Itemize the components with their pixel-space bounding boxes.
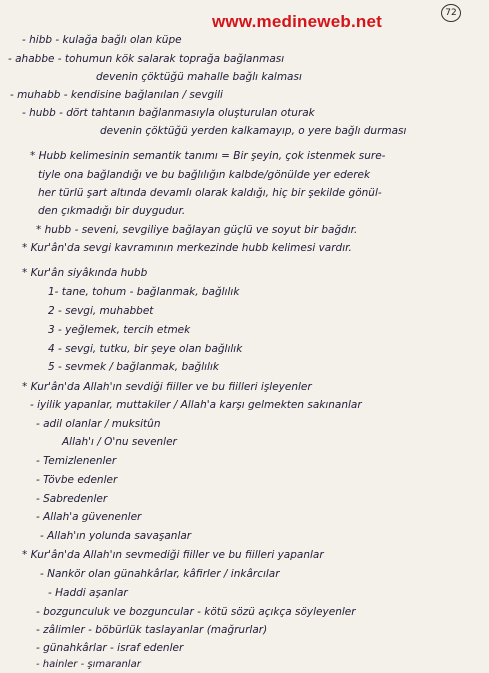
note-line: - günahkârlar - israf edenler xyxy=(36,642,184,654)
note-line: den çıkmadığı bir duygudur. xyxy=(38,205,186,217)
note-line: devenin çöktüğü yerden kalkamayıp, o yere bağlı durması xyxy=(100,125,407,137)
note-line: 1- tane, tohum - bağlanmak, bağlılık xyxy=(48,286,240,298)
note-line: * hubb - seveni, sevgiliye bağlayan güçlü ve soyut bir bağdır. xyxy=(36,224,358,236)
note-line: - hibb - kulağa bağlı olan küpe xyxy=(22,34,182,46)
note-line: - muhabb - kendisine bağlanılan / sevgili xyxy=(10,89,223,101)
note-line: * Kur'ân siyâkında hubb xyxy=(22,267,148,279)
note-line: - hubb - dört tahtanın bağlanmasıyla oluşturulan oturak xyxy=(22,107,315,119)
note-line: devenin çöktüğü mahalle bağlı kalması xyxy=(96,71,302,83)
site-watermark: www.medineweb.net xyxy=(212,12,382,31)
note-line: her türlü şart altında devamlı olarak kaldığı, hiç bir şekilde gönül- xyxy=(38,187,382,199)
note-line: tiyle ona bağlandığı ve bu bağlılığın kalbde/gönülde yer ederek xyxy=(38,169,371,181)
note-line: 5 - sevmek / bağlanmak, bağlılık xyxy=(48,361,219,373)
note-line: - iyilik yapanlar, muttakiler / Allah'a karşı gelmekten sakınanlar xyxy=(30,399,362,411)
note-line: - zâlimler - böbürlük taslayanlar (mağrurlar) xyxy=(36,624,268,636)
note-line: 4 - sevgi, tutku, bir şeye olan bağlılık xyxy=(48,343,243,355)
note-line: - Sabredenler xyxy=(36,493,108,505)
note-line: - Tövbe edenler xyxy=(36,474,118,486)
note-line: Allah'ı / O'nu sevenler xyxy=(62,436,177,448)
note-line: - adil olanlar / muksitûn xyxy=(36,418,161,430)
note-line: 3 - yeğlemek, tercih etmek xyxy=(48,324,191,336)
note-line: - Nankör olan günahkârlar, kâfirler / inkârcılar xyxy=(40,568,280,580)
note-line: - ahabbe - tohumun kök salarak toprağa bağlanması xyxy=(8,53,285,65)
note-line: - Temizlenenler xyxy=(36,455,117,467)
note-line: * Kur'ân'da sevgi kavramının merkezinde hubb kelimesi vardır. xyxy=(22,242,352,254)
note-line: * Kur'ân'da Allah'ın sevdiği fiiller ve bu fiilleri işleyenler xyxy=(22,381,312,393)
note-line: - Allah'ın yolunda savaşanlar xyxy=(40,530,192,542)
note-line: - Allah'a güvenenler xyxy=(36,511,142,523)
note-line: 2 - sevgi, muhabbet xyxy=(48,305,154,317)
note-line: - Haddi aşanlar xyxy=(48,587,128,599)
note-line: - bozgunculuk ve bozguncular - kötü sözü açıkça söyleyenler xyxy=(36,606,356,618)
page-number: 72 xyxy=(441,4,461,22)
note-line: - hainler - şımaranlar xyxy=(36,659,141,670)
note-line: * Hubb kelimesinin semantik tanımı = Bir şeyin, çok istenmek sure- xyxy=(30,150,386,162)
note-line: * Kur'ân'da Allah'ın sevmediği fiiller ve bu fiilleri yapanlar xyxy=(22,549,324,561)
